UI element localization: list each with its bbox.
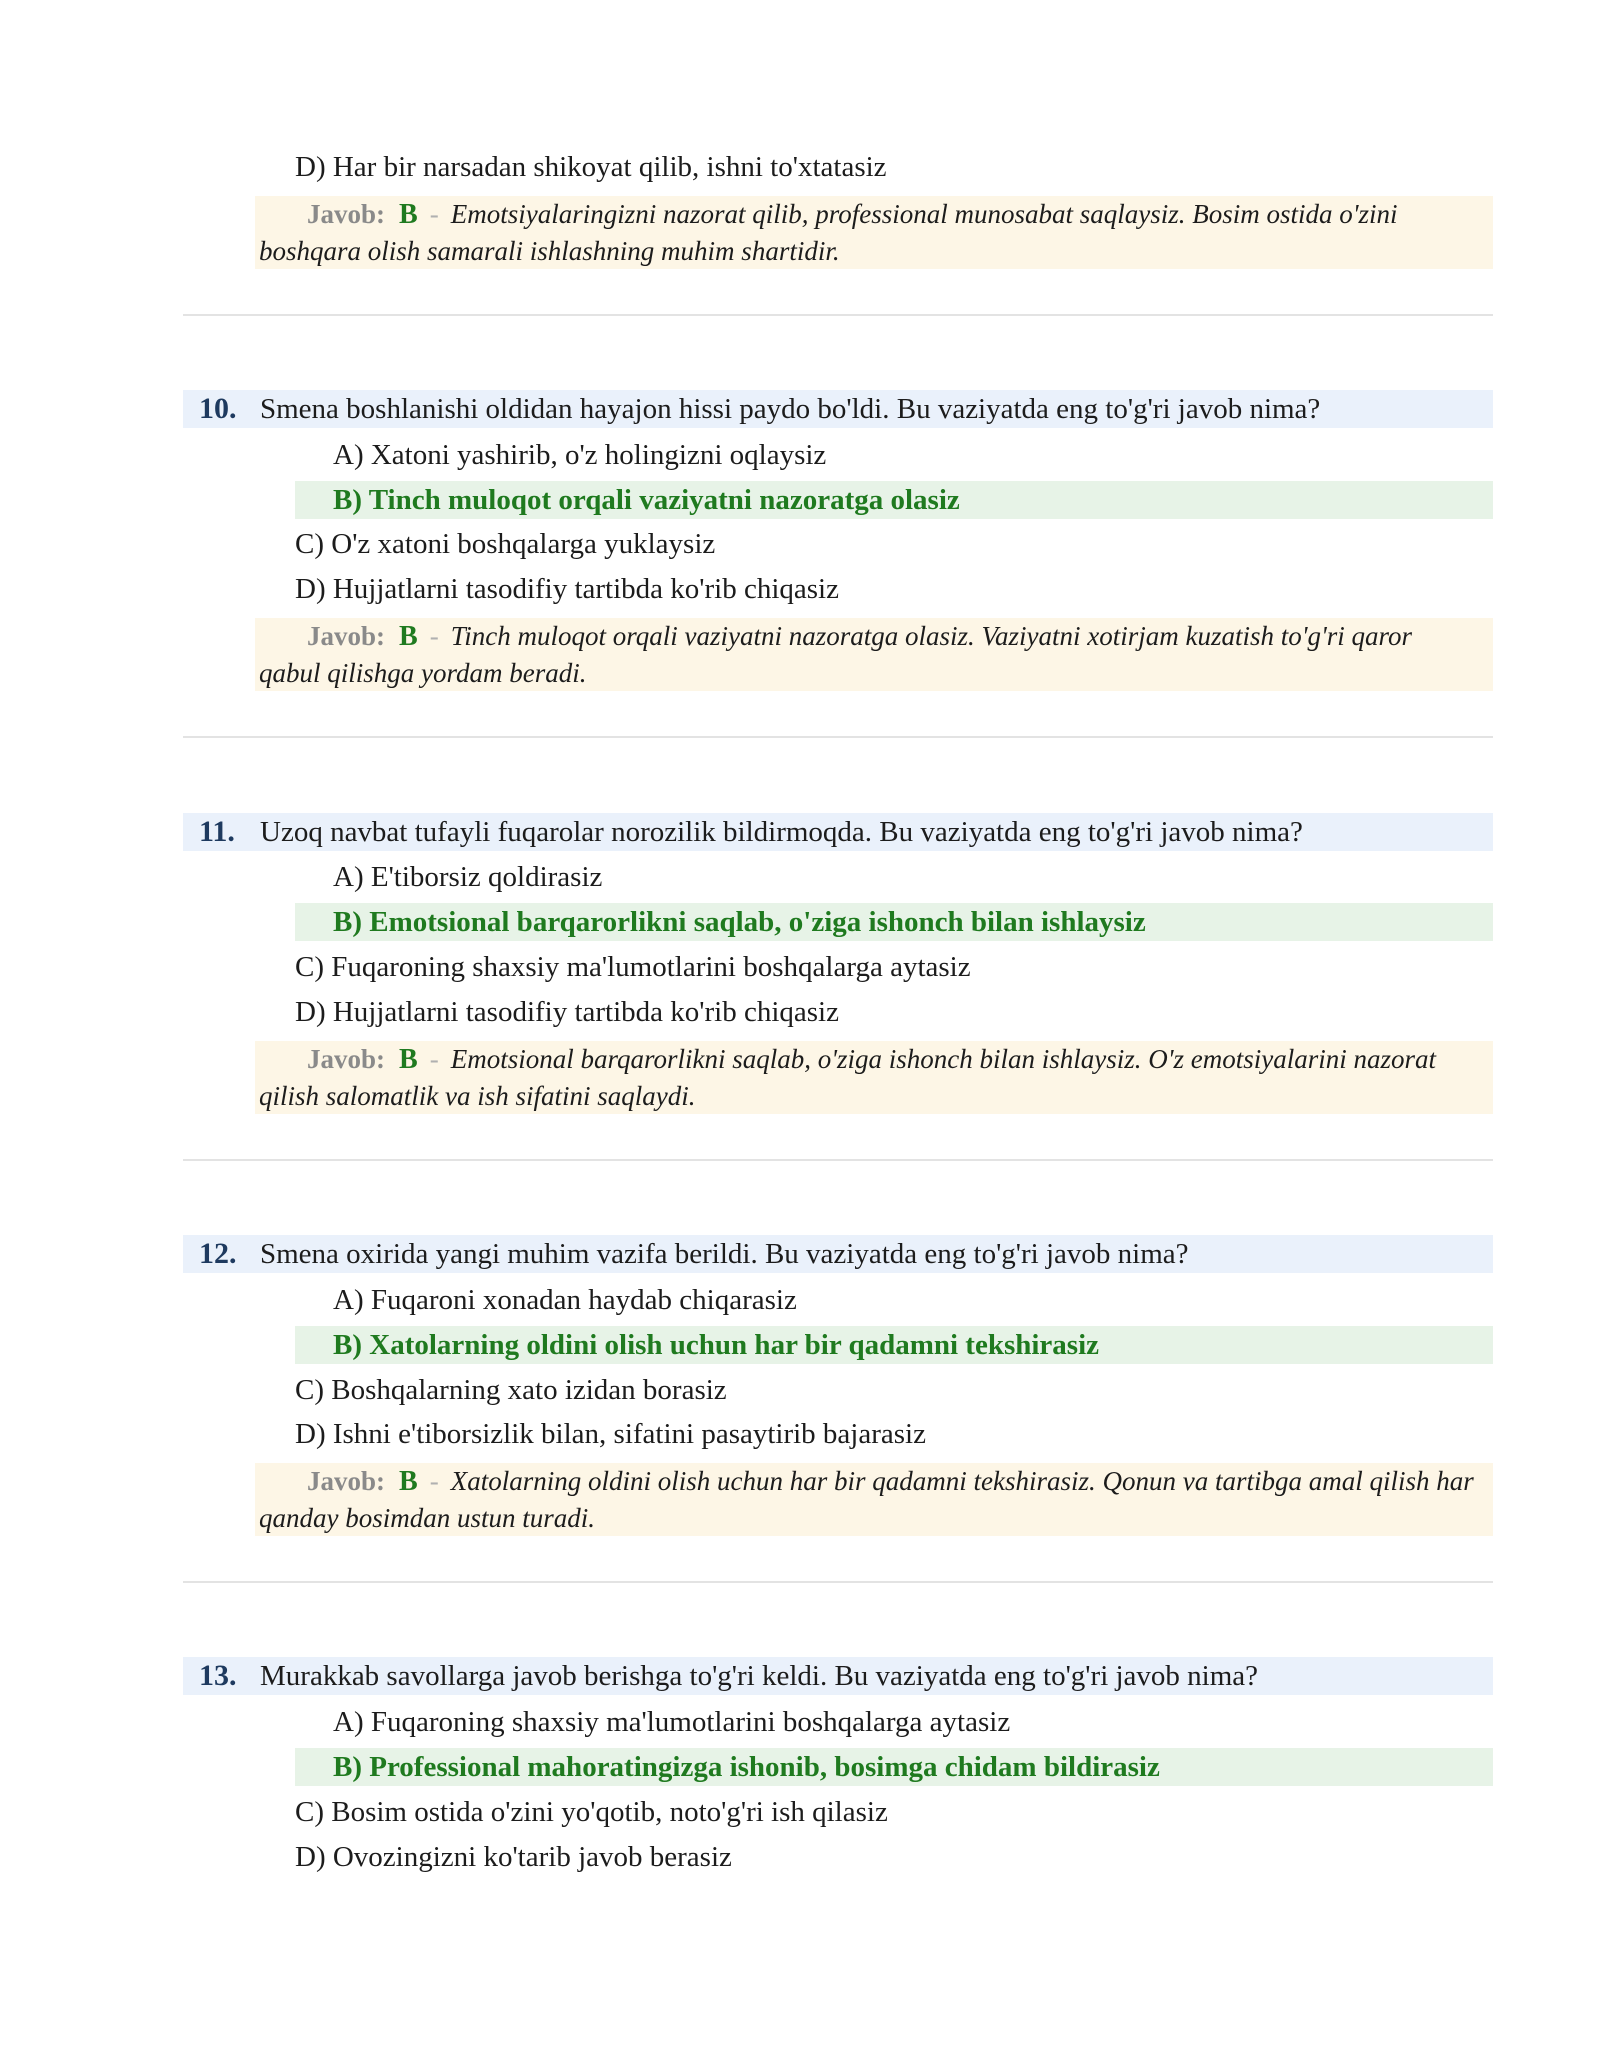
option-d: D) Ovozingizni ko'tarib javob berasiz <box>295 1841 732 1873</box>
question-number: 13. <box>199 1659 237 1692</box>
option-a: A) Fuqaroning shaxsiy ma'lumotlarini boshqalarga aytasiz <box>333 1706 1011 1738</box>
option-c: C) Boshqalarning xato izidan borasiz <box>295 1374 727 1406</box>
answer-explanation: Emotsional barqarorlikni saqlab, o'ziga ishonch bilan ishlaysiz. O'z emotsiyalarini nazorat qilish salomatlik va ish sifatini saqlaydi. <box>259 1044 1437 1111</box>
option-a: A) Xatoni yashirib, o'z holingizni oqlaysiz <box>333 439 827 471</box>
option-b-correct: B) Tinch muloqot orqali vaziyatni nazoratga olasiz <box>295 481 1493 519</box>
option-d: D) Hujjatlarni tasodifiy tartibda ko'rib chiqasiz <box>295 573 839 605</box>
answer-separator: - <box>429 621 439 651</box>
question-header <box>183 1657 1493 1695</box>
question-header <box>183 813 1493 851</box>
question-text: Uzoq navbat tufayli fuqarolar norozilik bildirmoqda. Bu vaziyatda eng to'g'ri javob nima? <box>260 816 1303 848</box>
divider <box>183 314 1493 316</box>
answer-box <box>255 1041 1493 1114</box>
question-header <box>183 390 1493 428</box>
option-c: C) Bosim ostida o'zini yo'qotib, noto'g'ri ish qilasiz <box>295 1796 888 1828</box>
option-a: A) E'tiborsiz qoldirasiz <box>333 861 603 893</box>
option-a: A) Fuqaroni xonadan haydab chiqarasiz <box>333 1284 797 1316</box>
answer-letter: B <box>399 199 418 230</box>
answer-letter: B <box>399 1044 418 1075</box>
answer-separator: - <box>429 1466 439 1496</box>
answer-label: Javob: <box>307 1044 386 1074</box>
answer-explanation: Tinch muloqot orqali vaziyatni nazoratga olasiz. Vaziyatni xotirjam kuzatish to'g'ri qaror qabul qilishga yordam beradi. <box>259 621 1413 688</box>
answer-label: Javob: <box>307 1466 386 1496</box>
option-d: D) Ishni e'tiborsizlik bilan, sifatini pasaytirib bajarasiz <box>295 1418 926 1450</box>
question-number: 12. <box>199 1237 237 1270</box>
answer-separator: - <box>429 1044 439 1074</box>
option-b-correct: B) Professional mahoratingizga ishonib, bosimga chidam bildirasiz <box>295 1748 1493 1786</box>
question-text: Smena oxirida yangi muhim vazifa berildi. Bu vaziyatda eng to'g'ri javob nima? <box>260 1238 1189 1270</box>
option-b-correct: B) Xatolarning oldini olish uchun har bir qadamni tekshirasiz <box>295 1326 1493 1364</box>
question-text: Murakkab savollarga javob berishga to'g'ri keldi. Bu vaziyatda eng to'g'ri javob nima? <box>260 1660 1259 1692</box>
answer-letter: B <box>399 621 418 652</box>
divider <box>183 1159 1493 1161</box>
answer-letter: B <box>399 1466 418 1497</box>
answer-box <box>255 618 1493 691</box>
question-number: 10. <box>199 392 237 425</box>
answer-explanation: Emotsiyalaringizni nazorat qilib, professional munosabat saqlaysiz. Bosim ostida o'zini boshqara olish samarali ishlashning muhim shartidir. <box>259 199 1398 266</box>
question-number: 11. <box>199 815 235 848</box>
answer-explanation: Xatolarning oldini olish uchun har bir qadamni tekshirasiz. Qonun va tartibga amal qilish har qanday bosimdan ustun turadi. <box>259 1466 1474 1533</box>
divider <box>183 1581 1493 1583</box>
answer-label: Javob: <box>307 199 386 229</box>
option-c: C) O'z xatoni boshqalarga yuklaysiz <box>295 528 716 560</box>
answer-box <box>255 196 1493 269</box>
question-header <box>183 1235 1493 1273</box>
option-b-correct: B) Emotsional barqarorlikni saqlab, o'ziga ishonch bilan ishlaysiz <box>295 903 1493 941</box>
option-d: D) Hujjatlarni tasodifiy tartibda ko'rib chiqasiz <box>295 996 839 1028</box>
option-d: D) Har bir narsadan shikoyat qilib, ishni to'xtatasiz <box>295 151 887 183</box>
divider <box>183 736 1493 738</box>
answer-box <box>255 1463 1493 1536</box>
question-text: Smena boshlanishi oldidan hayajon hissi paydo bo'ldi. Bu vaziyatda eng to'g'ri javob nima? <box>260 393 1321 425</box>
option-c: C) Fuqaroning shaxsiy ma'lumotlarini boshqalarga aytasiz <box>295 951 971 983</box>
answer-label: Javob: <box>307 621 386 651</box>
answer-separator: - <box>429 199 439 229</box>
